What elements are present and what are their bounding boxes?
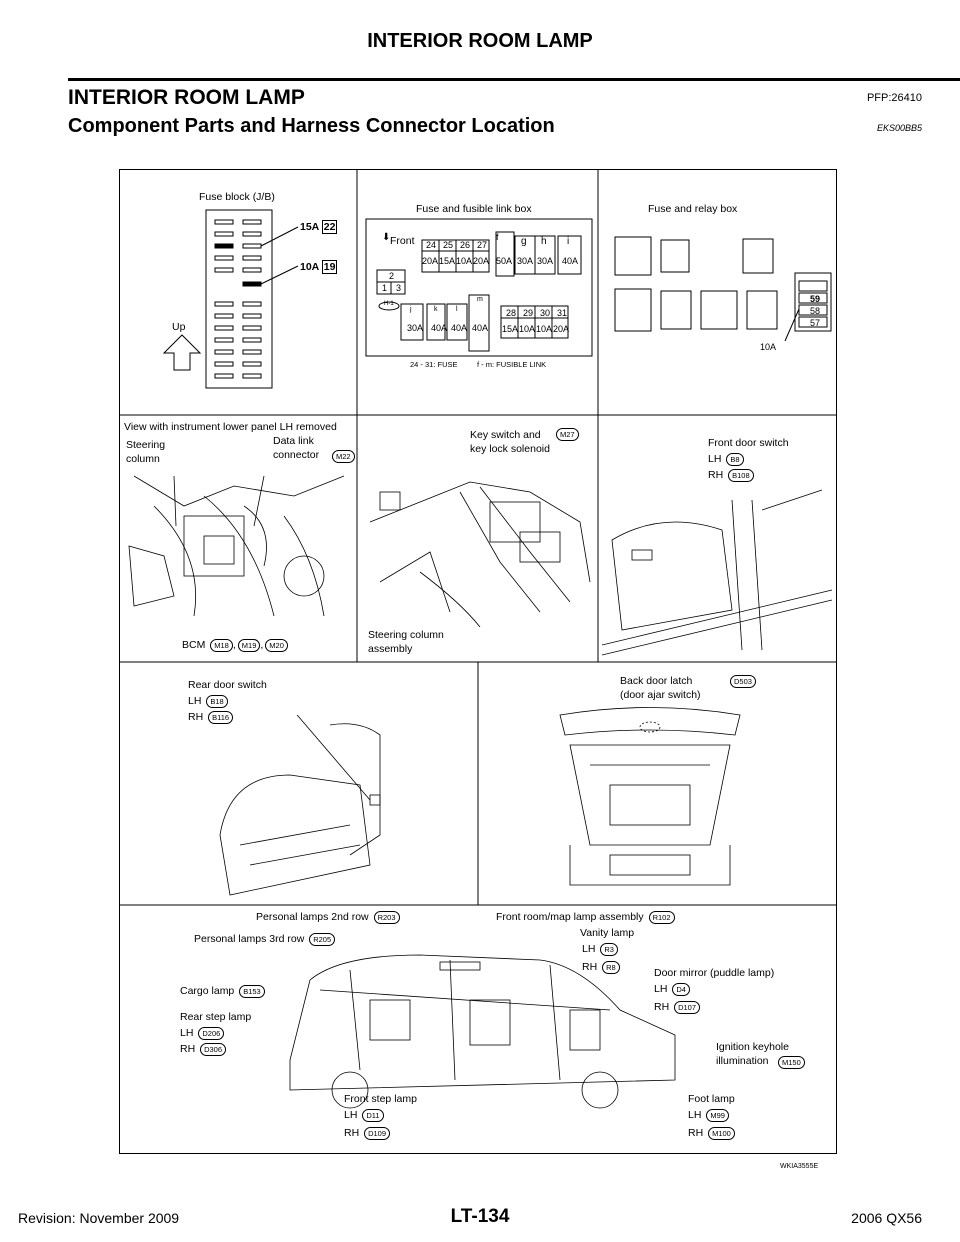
subsection-title: Component Parts and Harness Connector Location <box>68 115 555 137</box>
foot-lamp-lh: LH M99 <box>688 1108 729 1122</box>
door-mirror-lh: LH D4 <box>654 982 690 996</box>
relay-box-drawing <box>605 225 835 355</box>
fuse-57: 57 <box>810 318 821 328</box>
vehicle-model: 2006 QX56 <box>851 1210 922 1226</box>
fuse-m: m <box>477 296 483 303</box>
component-location-figure: Fuse block (J/B) 15A 22 10A 19 Up Fuse and fusible link box ⬇ Front 24 25 26 27 20A 15A 10A 20A f 50A g 30A h 30A i 40A 2 1 3 H-1 j 30A k 40A l 40A m 40A 28 29 30 31 15A 10A 10A 20A 24 - 31: FUSE f - m: FUSIBLE LINK Fuse and relay box 59 58 57 10A View with instrument lower panel LH removed Steering column Data link connector M22 BCM M18 , M19 , M20 Key switch and key lock solenoid M27 Steering column assembly Front door switch LH B8 RH B108 Rear door switch LH B18 RH B116 Back door latch (door ajar switch) D503 Personal lamps 2nd row R203 Personal lamps 3rd row R205 Cargo lamp B153 Rear step lamp LH D206 RH D306 Front step lamp LH D11 RH D109 Front room/map lamp assembly R102 Vanity lamp LH R3 RH R8 Door mirror (puddle lamp) LH D4 RH D107 Ignition keyhole illumination M150 Foot lamp LH M99 RH M100 <box>119 169 837 1154</box>
h1-label: H-1 <box>384 301 394 307</box>
up-label: Up <box>172 321 186 333</box>
vanity-lamp-title: Vanity lamp <box>580 927 635 939</box>
rear-seat-drawing <box>200 715 470 900</box>
svg-text:⬇: ⬇ <box>382 232 391 243</box>
front-door-switch-rh: RH B108 <box>708 468 754 482</box>
rear-step-lamp-title: Rear step lamp <box>180 1011 252 1023</box>
personal-lamps-3rd-label: Personal lamps 3rd row R205 <box>194 932 335 946</box>
rear-step-lamp-lh: LH D206 <box>180 1026 224 1040</box>
fuse-h: h <box>541 236 547 247</box>
front-door-switch-title: Front door switch <box>708 437 789 449</box>
vanity-lamp-lh: LH R3 <box>582 942 618 956</box>
fuse-g-val: 30A <box>517 256 534 266</box>
instrument-panel-title: View with instrument lower panel LH removed <box>124 421 337 433</box>
front-room-lamp-label: Front room/map lamp assembly R102 <box>496 910 675 924</box>
fuse-link-box-title: Fuse and fusible link box <box>416 203 532 215</box>
fuse-block-title: Fuse block (J/B) <box>199 191 275 203</box>
cargo-lamp-label: Cargo lamp B153 <box>180 984 265 998</box>
vanity-lamp-rh: RH R8 <box>582 960 620 974</box>
front-door-switch-lh: LH B8 <box>708 452 744 466</box>
back-door-drawing <box>550 705 770 905</box>
data-link-connector: M22 <box>330 448 355 466</box>
fuse-k-val: 40A <box>431 323 448 333</box>
fuse-legend-b: f - m: FUSIBLE LINK <box>477 360 547 369</box>
bcm-label: BCM M18 , M19 , M20 <box>182 638 288 652</box>
fuse-i-val: 40A <box>562 256 579 266</box>
vehicle-cutaway-drawing <box>280 940 680 1110</box>
fuse-j-val: 30A <box>407 323 424 333</box>
ignition-keyhole-label: Ignition keyhole illumination <box>716 1041 789 1067</box>
steering-column-drawing <box>360 462 596 632</box>
running-header: INTERIOR ROOM LAMP <box>367 30 593 52</box>
front-door-drawing <box>602 480 834 660</box>
data-link-label: Data link connector <box>273 435 320 461</box>
fuse-f-val: 50A <box>496 256 513 266</box>
subsection-code: EKS00BB5 <box>876 123 922 133</box>
fuse-k: k <box>434 306 438 313</box>
front-step-lamp-lh: LH D11 <box>344 1108 384 1122</box>
page-number: LT-134 <box>450 1206 510 1227</box>
front-step-lamp-title: Front step lamp <box>344 1093 417 1105</box>
link-2: 2 <box>389 271 395 281</box>
fuse-legend-a: 24 - 31: FUSE <box>410 360 458 369</box>
section-title: INTERIOR ROOM LAMP <box>68 86 305 109</box>
foot-lamp-title: Foot lamp <box>688 1093 735 1105</box>
fuse-f: f <box>496 232 499 242</box>
rear-door-switch-rh: RH B116 <box>188 710 233 724</box>
fuse-g: g <box>521 236 527 247</box>
steering-column-assembly-label: Steering column assembly <box>368 629 444 655</box>
steering-column-label: Steering column <box>126 439 166 465</box>
front-step-lamp-rh: RH D109 <box>344 1126 390 1140</box>
personal-lamps-2nd-label: Personal lamps 2nd row R203 <box>256 910 400 924</box>
link-3: 3 <box>396 283 402 293</box>
instrument-panel-drawing <box>124 466 354 626</box>
key-switch-label: Key switch and key lock solenoid <box>470 429 550 455</box>
fuse-15a-label: 15A 22 <box>300 221 336 233</box>
back-door-latch-connector: D503 <box>728 673 756 691</box>
relay-box-title: Fuse and relay box <box>648 203 738 215</box>
door-mirror-rh: RH D107 <box>654 1000 700 1014</box>
fuse-l: l <box>456 306 458 313</box>
revision-date: Revision: November 2009 <box>18 1210 180 1226</box>
front-label: Front <box>390 235 415 247</box>
rear-door-switch-title: Rear door switch <box>188 679 267 691</box>
fuse-j: j <box>410 306 412 313</box>
rear-door-switch-lh: LH B18 <box>188 694 228 708</box>
fuse-m-val: 40A <box>472 323 489 333</box>
fuse-59: 59 <box>810 294 821 304</box>
rear-step-lamp-rh: RH D306 <box>180 1042 226 1056</box>
section-code: PFP:26410 <box>866 92 922 104</box>
door-mirror-title: Door mirror (puddle lamp) <box>654 967 775 979</box>
header-rule <box>68 78 960 81</box>
fuse-10a-label: 10A 19 <box>300 261 336 273</box>
fuse-i: i <box>567 236 570 247</box>
ignition-keyhole-connector: M150 <box>776 1054 805 1072</box>
back-door-latch-label: Back door latch (door ajar switch) <box>620 675 701 701</box>
fuse-58: 58 <box>810 306 821 316</box>
fuse-h-val: 30A <box>537 256 554 266</box>
relay-fuse-10a: 10A <box>760 342 777 352</box>
key-switch-connector: M27 <box>554 426 579 444</box>
figure-id: WKIA3555E <box>780 1163 819 1170</box>
foot-lamp-rh: RH M100 <box>688 1126 735 1140</box>
link-1: 1 <box>382 283 388 293</box>
fuse-l-val: 40A <box>451 323 468 333</box>
